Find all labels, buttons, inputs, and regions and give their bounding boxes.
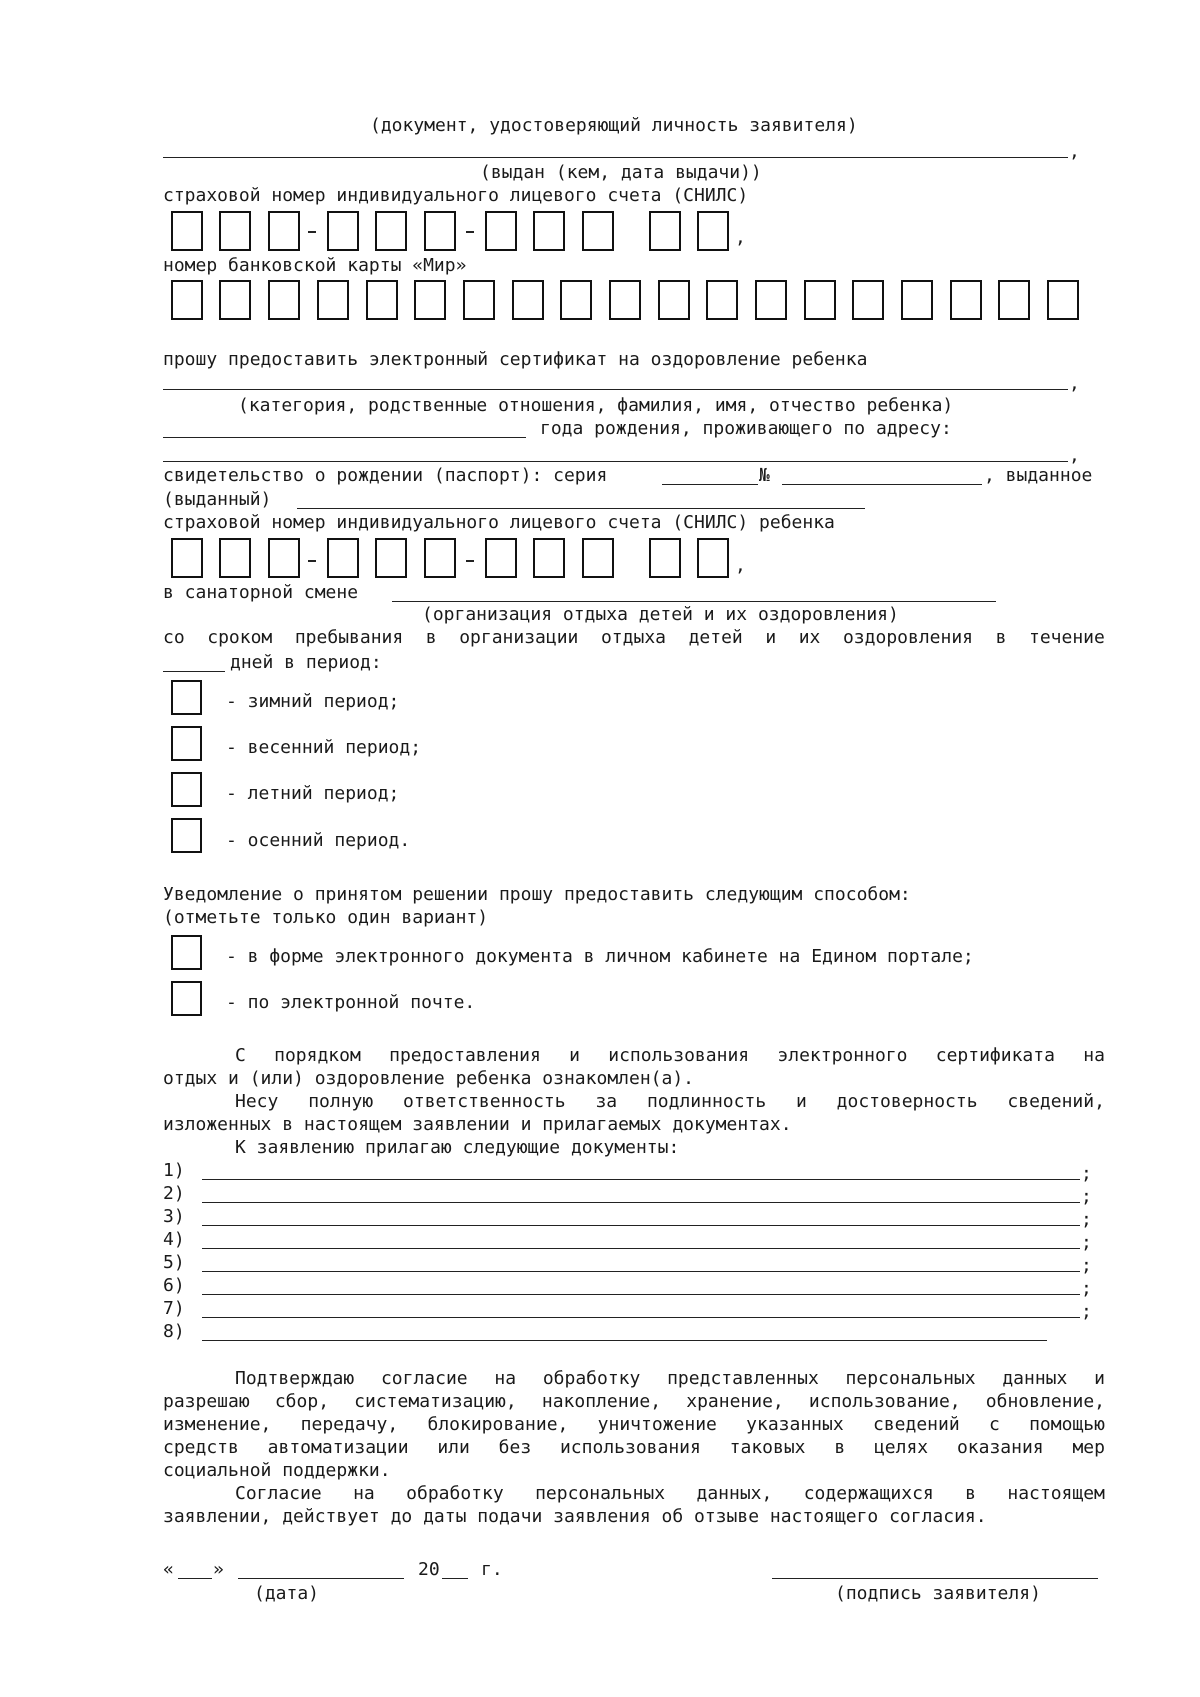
- consent-text: Согласие на обработку персональных данных, содержащихся в настоящем: [235, 1483, 1105, 1504]
- snils-dash: [466, 231, 474, 233]
- issued-caption: (выдан (кем, дата выдачи)): [480, 162, 762, 183]
- card-cell[interactable]: [171, 280, 203, 320]
- card-cell[interactable]: [852, 280, 884, 320]
- card-cell[interactable]: [219, 280, 251, 320]
- attachment-line[interactable]: [202, 1179, 1080, 1180]
- days-text: дней в период:: [230, 652, 382, 673]
- notification-heading: Уведомление о принятом решении прошу предоставить следующим способом:: [163, 884, 911, 905]
- attachment-number: 8): [163, 1321, 185, 1342]
- attachment-number: 5): [163, 1252, 185, 1273]
- attachment-number: 4): [163, 1229, 185, 1250]
- card-cell[interactable]: [463, 280, 495, 320]
- date-day-line[interactable]: [178, 1578, 212, 1579]
- consent-line-5: социальной поддержки.: [163, 1460, 391, 1481]
- card-cell[interactable]: [512, 280, 544, 320]
- card-cell[interactable]: [804, 280, 836, 320]
- date-quote-close: »: [213, 1559, 224, 1580]
- line-comma: ,: [1069, 373, 1080, 394]
- ack-line-2: отдых и (или) оздоровление ребенка ознакомлен(а).: [163, 1068, 695, 1089]
- request-line: прошу предоставить электронный сертификат на оздоровление ребенка: [163, 349, 868, 370]
- snils-cell[interactable]: [485, 211, 517, 251]
- snils-cell[interactable]: [697, 538, 729, 578]
- spring-period-label: - весенний период;: [226, 737, 422, 758]
- consent-text: Подтверждаю согласие на обработку представленных персональных данных и: [235, 1368, 1105, 1389]
- line-semicolon: ;: [1081, 1163, 1092, 1184]
- line-semicolon: ;: [1081, 1186, 1092, 1207]
- snils-cell[interactable]: [219, 211, 251, 251]
- birth-year-line[interactable]: [163, 437, 526, 438]
- attachment-line[interactable]: [202, 1271, 1080, 1272]
- card-cell[interactable]: [609, 280, 641, 320]
- consent-line-7: заявлении, действует до даты подачи заявления об отзыве настоящего согласия.: [163, 1506, 987, 1527]
- attachment-number: 3): [163, 1206, 185, 1227]
- attachment-line[interactable]: [202, 1317, 1080, 1318]
- snils-cell[interactable]: [171, 211, 203, 251]
- cert-series-line[interactable]: [662, 484, 758, 485]
- issued-word: , выданное: [984, 465, 1093, 486]
- ack-line-3: [235, 1092, 1105, 1112]
- card-cell[interactable]: [901, 280, 933, 320]
- organization-caption: (организация отдыха детей и их оздоровления): [422, 604, 899, 625]
- snils-cell[interactable]: [171, 538, 203, 578]
- issued-by-line[interactable]: [163, 157, 1068, 158]
- portal-option-label: - в форме электронного документа в личном кабинете на Едином портале;: [226, 946, 974, 967]
- snils-cell[interactable]: [697, 211, 729, 251]
- child-snils-label: страховой номер индивидуального лицевого счета (СНИЛС) ребенка: [163, 512, 835, 533]
- spring-period-checkbox[interactable]: [171, 726, 202, 761]
- summer-period-checkbox[interactable]: [171, 772, 202, 807]
- snils-cell[interactable]: [219, 538, 251, 578]
- date-quote-open: «: [163, 1559, 174, 1580]
- attachment-line[interactable]: [202, 1340, 1047, 1341]
- snils-dash: [466, 560, 474, 562]
- issued-paren: (выданный): [163, 489, 272, 510]
- line-comma: ,: [1069, 445, 1080, 466]
- snils-cell[interactable]: [485, 538, 517, 578]
- consent-text: изменение, передачу, блокирование, уничтожение указанных сведений с помощью: [163, 1414, 1105, 1435]
- id-document-caption: (документ, удостоверяющий личность заявителя): [370, 115, 858, 136]
- attachment-number: 1): [163, 1160, 185, 1181]
- snils-cell[interactable]: [424, 211, 456, 251]
- snils-cell[interactable]: [375, 538, 407, 578]
- snils-cell[interactable]: [533, 538, 565, 578]
- email-option-label: - по электронной почте.: [226, 992, 476, 1013]
- number-sign: №: [759, 465, 770, 486]
- card-cell[interactable]: [1047, 280, 1079, 320]
- child-caption: (категория, родственные отношения, фамилия, имя, отчество ребенка): [238, 395, 954, 416]
- snils-comma: ,: [735, 555, 746, 576]
- stay-duration-text: со сроком пребывания в организации отдыха детей и их оздоровления в течение: [163, 627, 1105, 648]
- snils-cell[interactable]: [533, 211, 565, 251]
- line-comma: ,: [1069, 141, 1080, 162]
- snils-cell[interactable]: [649, 211, 681, 251]
- card-cell[interactable]: [268, 280, 300, 320]
- snils-dash: [308, 231, 316, 233]
- ack-text: Несу полную ответственность за подлинность и достоверность сведений,: [235, 1091, 1105, 1112]
- cert-number-line[interactable]: [782, 484, 982, 485]
- child-info-line[interactable]: [163, 389, 1068, 390]
- organization-line[interactable]: [392, 601, 996, 602]
- card-cell[interactable]: [950, 280, 982, 320]
- consent-line-2: [163, 1392, 1105, 1412]
- date-month-line[interactable]: [238, 1578, 404, 1579]
- signature-caption: (подпись заявителя): [835, 1583, 1041, 1604]
- card-cell[interactable]: [755, 280, 787, 320]
- days-count-line[interactable]: [163, 671, 225, 672]
- snils-cell[interactable]: [424, 538, 456, 578]
- snils-comma: ,: [735, 227, 746, 248]
- email-option-checkbox[interactable]: [171, 981, 202, 1016]
- card-cell[interactable]: [998, 280, 1030, 320]
- attachment-line[interactable]: [202, 1248, 1080, 1249]
- autumn-period-checkbox[interactable]: [171, 818, 202, 853]
- card-cell[interactable]: [560, 280, 592, 320]
- consent-line-4: [163, 1438, 1105, 1458]
- consent-line-1: [235, 1369, 1105, 1389]
- attachment-number: 2): [163, 1183, 185, 1204]
- cert-issuer-line[interactable]: [297, 508, 865, 509]
- card-cell[interactable]: [706, 280, 738, 320]
- portal-option-checkbox[interactable]: [171, 935, 202, 970]
- summer-period-label: - летний период;: [226, 783, 400, 804]
- snils-cell[interactable]: [268, 538, 300, 578]
- card-cell[interactable]: [414, 280, 446, 320]
- snils-cell[interactable]: [582, 211, 614, 251]
- attachment-line[interactable]: [202, 1202, 1080, 1203]
- ack-line-1: [235, 1046, 1105, 1066]
- snils-cell[interactable]: [582, 538, 614, 578]
- attachment-line[interactable]: [202, 1294, 1080, 1295]
- ack-line-4: изложенных в настоящем заявлении и прилагаемых документах.: [163, 1114, 792, 1135]
- birth-address-text: года рождения, проживающего по адресу:: [540, 418, 952, 439]
- snils-cell[interactable]: [649, 538, 681, 578]
- card-cell[interactable]: [366, 280, 398, 320]
- consent-text: разрешаю сбор, систематизацию, накопление, хранение, использование, обновление,: [163, 1391, 1105, 1412]
- consent-text: средств автоматизации или без использования таковых в целях оказания мер: [163, 1437, 1105, 1458]
- snils-cell[interactable]: [268, 211, 300, 251]
- signature-line[interactable]: [772, 1578, 1098, 1579]
- address-line[interactable]: [163, 461, 1068, 462]
- snils-cell[interactable]: [327, 211, 359, 251]
- attachment-number: 7): [163, 1298, 185, 1319]
- line-semicolon: ;: [1081, 1232, 1092, 1253]
- shift-label: в санаторной смене: [163, 582, 359, 603]
- snils-cell[interactable]: [375, 211, 407, 251]
- attachment-number: 6): [163, 1275, 185, 1296]
- winter-period-label: - зимний период;: [226, 691, 400, 712]
- snils-dash: [308, 560, 316, 562]
- snils-label: страховой номер индивидуального лицевого счета (СНИЛС): [163, 185, 749, 206]
- birth-cert-label: свидетельство о рождении (паспорт): серия: [163, 465, 608, 486]
- consent-line-6: [235, 1484, 1105, 1504]
- autumn-period-label: - осенний период.: [226, 830, 411, 851]
- ack-line-5: К заявлению прилагаю следующие документы:: [235, 1137, 680, 1158]
- winter-period-checkbox[interactable]: [171, 680, 202, 715]
- line-semicolon: ;: [1081, 1255, 1092, 1276]
- date-year-prefix: 20: [418, 1559, 440, 1580]
- stay-duration-line: [163, 628, 1105, 648]
- snils-cell[interactable]: [327, 538, 359, 578]
- date-year-suffix: г.: [481, 1559, 503, 1580]
- card-label: номер банковской карты «Мир»: [163, 255, 467, 276]
- attachment-line[interactable]: [202, 1225, 1080, 1226]
- line-semicolon: ;: [1081, 1278, 1092, 1299]
- line-semicolon: ;: [1081, 1301, 1092, 1322]
- ack-text: С порядком предоставления и использования электронного сертификата на: [235, 1045, 1105, 1066]
- consent-line-3: [163, 1415, 1105, 1435]
- card-cell[interactable]: [658, 280, 690, 320]
- date-year-line[interactable]: [442, 1578, 468, 1579]
- line-semicolon: ;: [1081, 1209, 1092, 1230]
- notification-hint: (отметьте только один вариант): [163, 907, 489, 928]
- date-caption: (дата): [254, 1583, 320, 1604]
- card-cell[interactable]: [317, 280, 349, 320]
